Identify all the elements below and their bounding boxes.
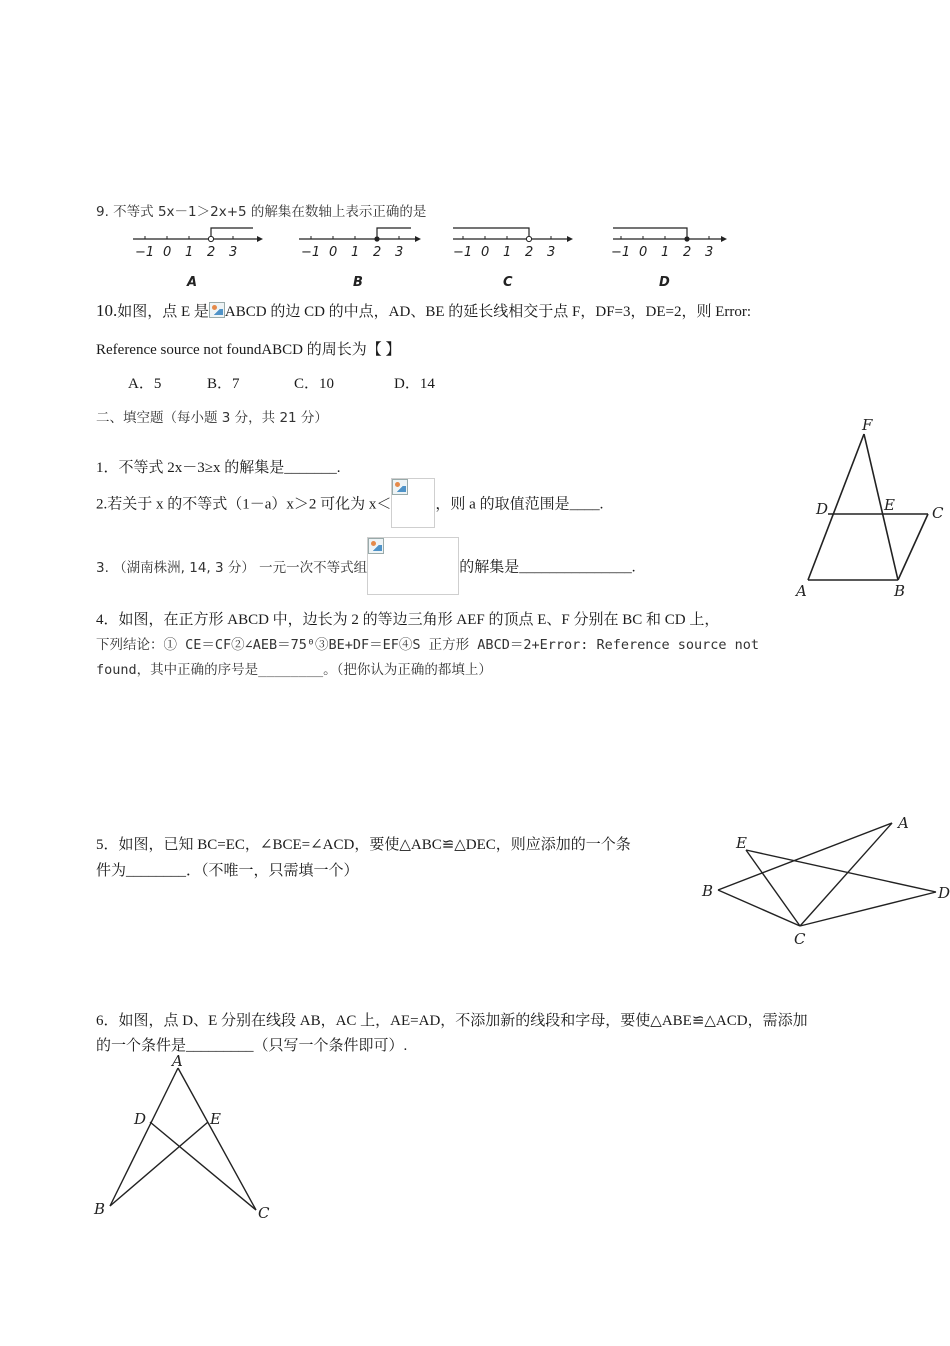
label-d: D [816,500,829,518]
label-e: E [884,496,895,514]
label-d: D [134,1110,147,1128]
label-b: B [702,882,714,900]
tick-3-c: 3 [547,245,556,260]
section2-title: 二、填空题（每小题 3 分，共 21 分） [96,410,328,426]
tick-2-a: 2 [207,245,216,260]
label-c: C [932,504,944,522]
tick-0-d: 0 [639,245,648,260]
tick-3-a: 3 [229,245,238,260]
fill4-line1: 4．如图，在正方形 ABCD 中，边长为 2 的等边三角形 AEF 的顶点 E、F 分别在 BC 和 CD 上， [96,612,720,628]
tick-0-b: 0 [329,245,338,260]
label-b: B [94,1200,106,1218]
tick-1-d: 1 [661,245,670,260]
label-a: A [172,1052,183,1070]
label-f: F [862,416,873,434]
q10-line1: 10.如图，点 E 是 ABCD 的边 CD 的中点，AD、BE 的延长线相交于点 F，DF=3，DE=2，则 Error: [96,301,752,320]
tick-neg1-d: −1 [611,245,631,260]
figure-parallelogram [790,414,950,604]
q9-text: 9. 不等式 5x－1＞2x+5 的解集在数轴上表示正确的是 [96,204,427,220]
broken-image-icon [209,302,225,318]
broken-image-icon [392,479,408,495]
tick-3-b: 3 [395,245,404,260]
option-label-a: A [187,275,198,290]
fill3-text: 3. （湖南株洲, 14, 3 分） 一元一次不等式组 的解集是_______________. [96,537,635,595]
q10-line2: Reference source not foundABCD 的周长为【 】 [96,342,401,358]
tick-neg1-a: −1 [135,245,155,260]
fill4-line2: 下列结论：① CE＝CF②∠AEB＝75⁰③BE+DF＝EF④S 正方形 ABCD＝2+Error: Reference source not [96,637,760,653]
number-line-d [611,228,727,290]
number-line-c [453,228,573,290]
tick-1-b: 1 [351,245,360,260]
fill5-line1: 5．如图，已知 BC=EC，∠BCE=∠ACD，要使△ABC≌△DEC，则应添加的一个条 [96,837,631,853]
number-line-b [299,228,421,290]
q10-choices: A．5 B．7 C．10 D．14 [128,376,435,392]
formula-image-placeholder [391,478,435,528]
fill6-line1: 6．如图，点 D、E 分别在线段 AB，AC 上，AE=AD，不添加新的线段和字母，要使△ABE≌△ACD，需添加 [96,1013,808,1029]
tick-3-d: 3 [705,245,714,260]
label-c: C [258,1204,270,1222]
option-label-d: D [659,275,670,290]
label-a: A [796,582,807,600]
fill5-line2: 件为________．（不唯一，只需填一个） [96,863,359,879]
number-line-a [133,228,263,290]
tick-neg1-c: −1 [453,245,473,260]
fill2-text: 2.若关于 x 的不等式（1－a）x＞2 可化为 x＜ ，则 a 的取值范围是____. [96,478,603,528]
formula-image-placeholder [367,537,459,595]
tick-0-c: 0 [481,245,490,260]
tick-1-c: 1 [503,245,512,260]
label-c: C [794,930,806,948]
tick-neg1-b: −1 [301,245,321,260]
label-e: E [736,834,747,852]
tick-2-b: 2 [373,245,382,260]
option-label-b: B [353,275,363,290]
label-e: E [210,1110,221,1128]
tick-2-d: 2 [683,245,692,260]
fill4-line3: found，其中正确的序号是________。（把你认为正确的都填上） [96,662,492,678]
tick-1-a: 1 [185,245,194,260]
tick-2-c: 2 [525,245,534,260]
label-a: A [898,814,909,832]
option-label-c: C [503,275,513,290]
tick-0-a: 0 [163,245,172,260]
figure-q5 [700,810,950,950]
q9-number-lines [125,224,735,290]
label-b: B [894,582,906,600]
figure-q6 [90,1050,280,1225]
fill6-line2: 的一个条件是_________（只写一个条件即可）. [96,1038,408,1054]
broken-image-icon [368,538,384,554]
label-d: D [938,884,950,902]
fill1-text: 1．不等式 2x－3≥x 的解集是_______. [96,460,341,476]
